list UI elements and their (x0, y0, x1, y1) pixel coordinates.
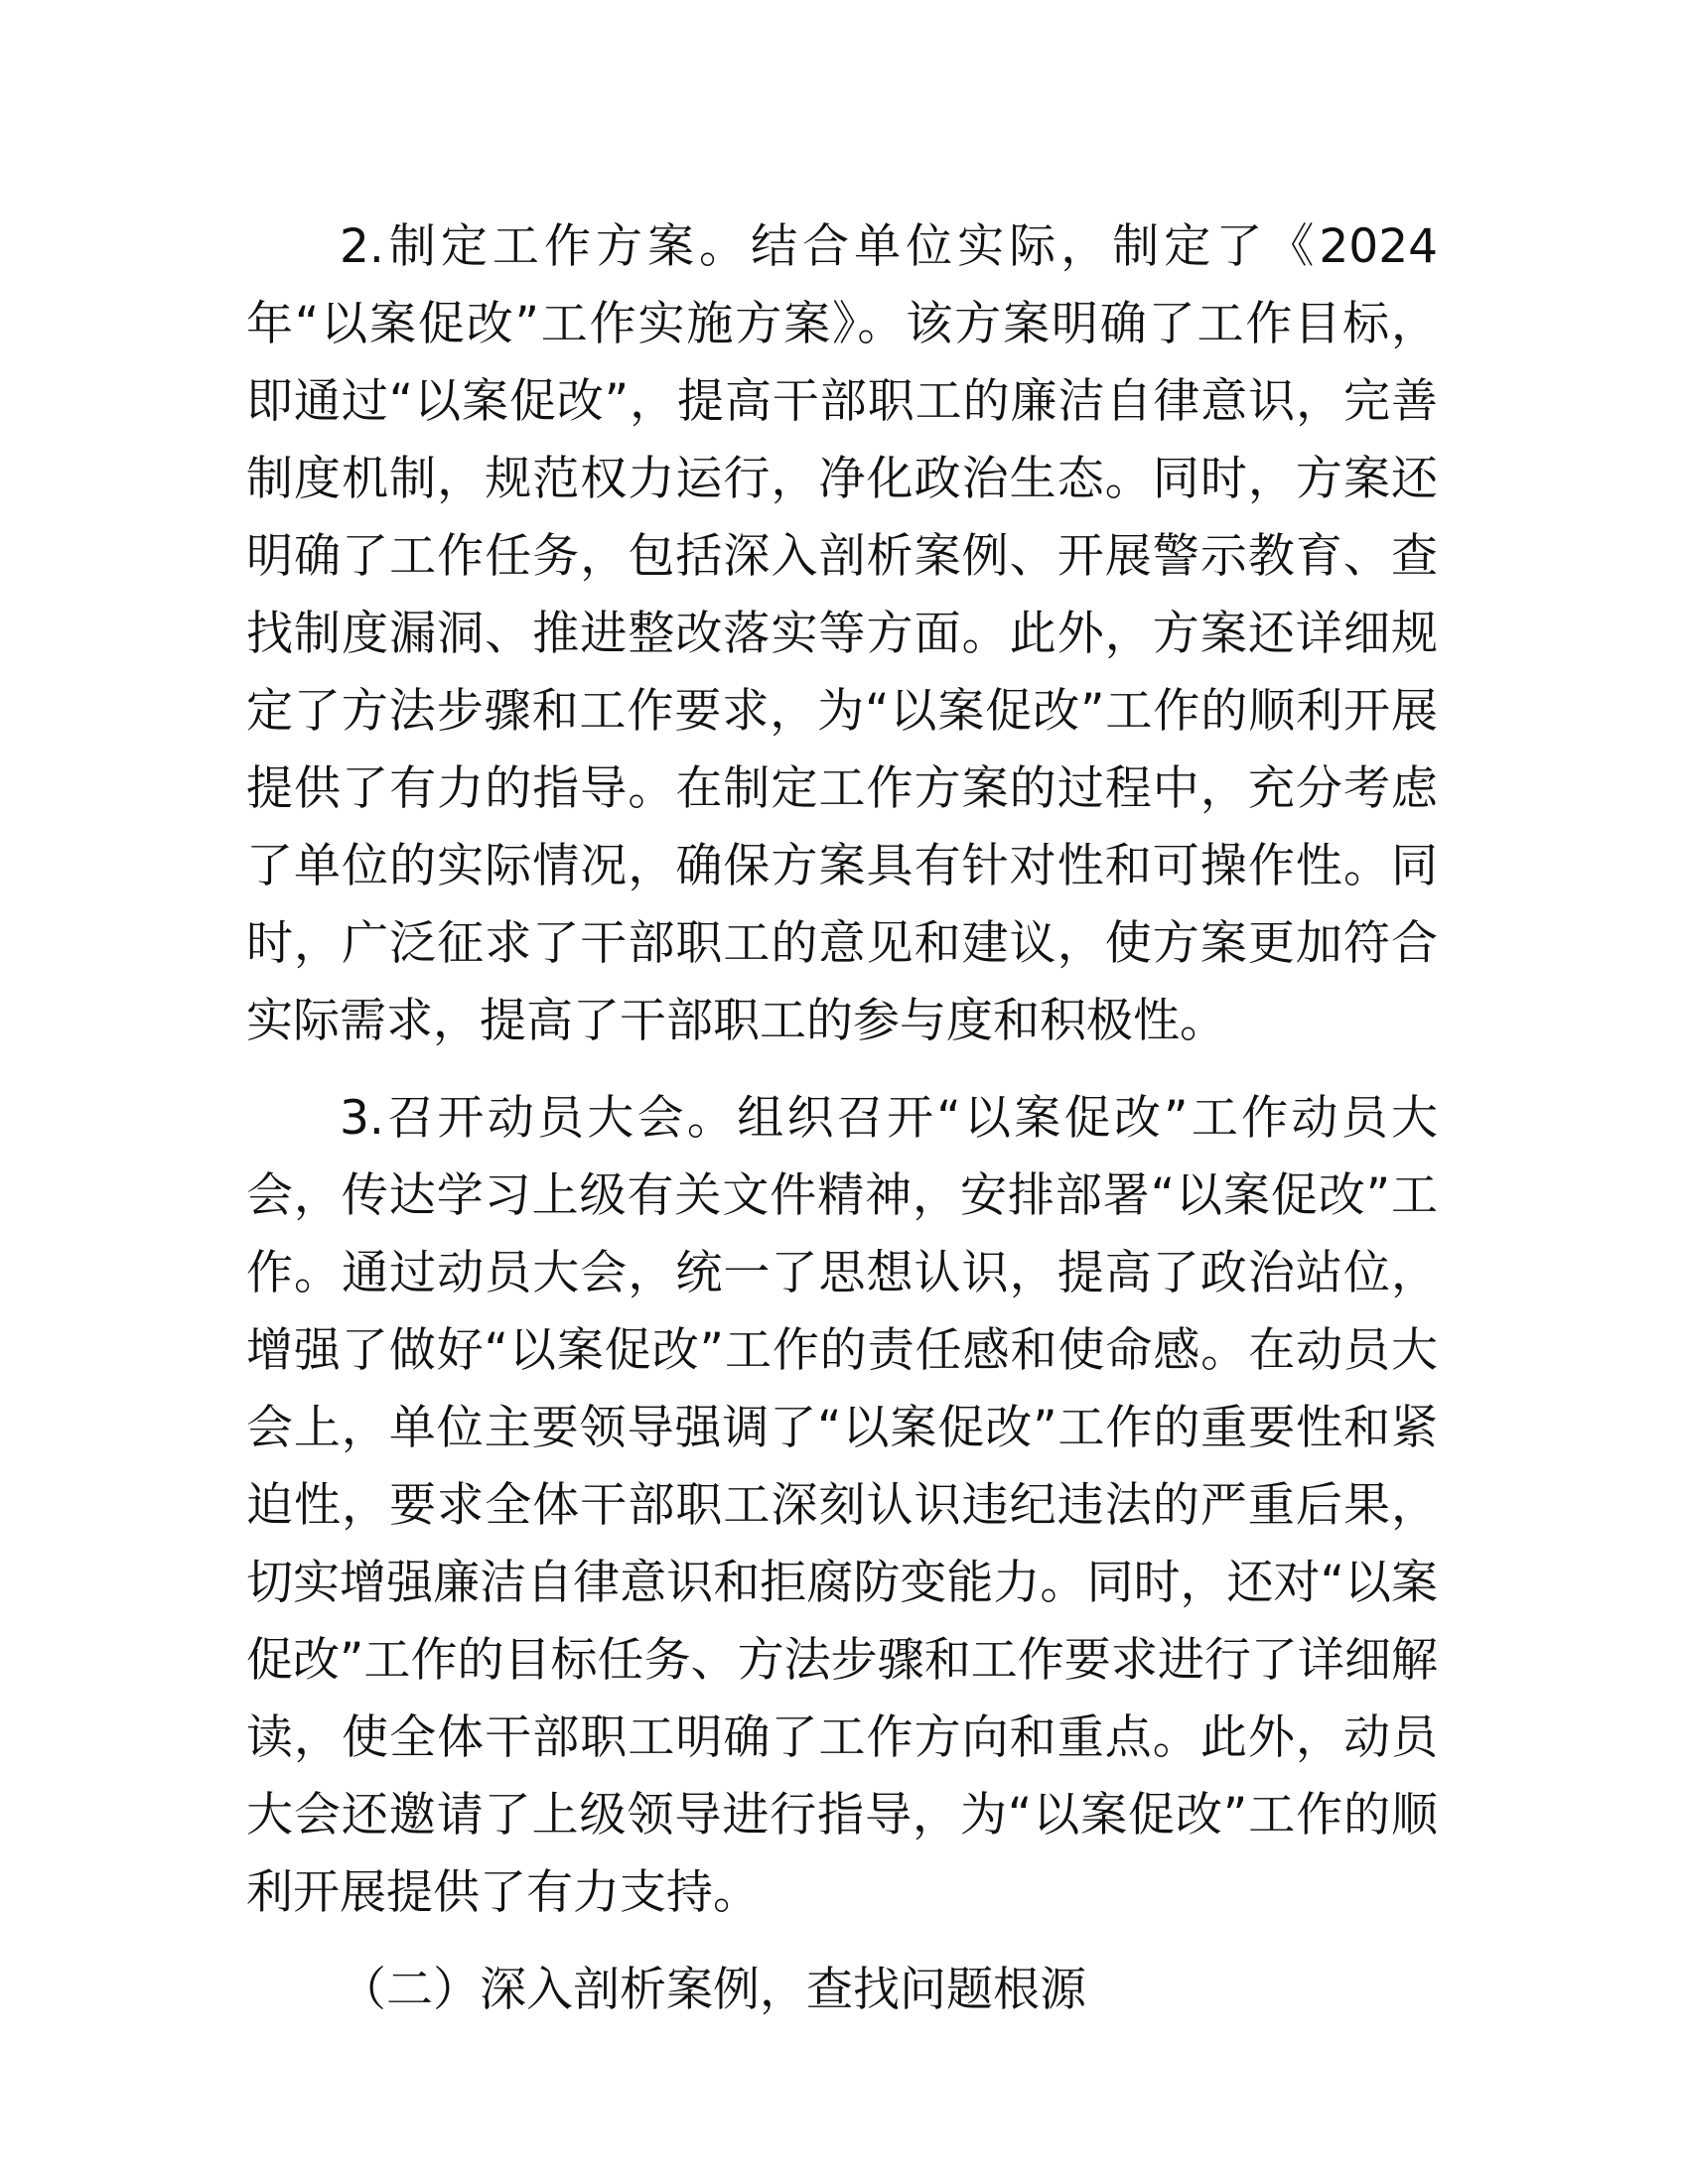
paragraph-work-plan: 2.制定工作方案。结合单位实际，制定了《2024年“以案促改”工作实施方案》。该方案明确了工作目标，即通过“以案促改”，提高干部职工的廉洁自律意识，完善制度机制，规范权力运行，净化政治生态。同时，方案还明确了工作任务，包括深入剖析案例、开展警示教育、查找制度漏洞、推进整改落实等方面。此外，方案还详细规定了方法步骤和工作要求，为“以案促改”工作的顺利开展提供了有力的指导。在制定工作方案的过程中，充分考虑了单位的实际情况，确保方案具有针对性和可操作性。同时，广泛征求了干部职工的意见和建议，使方案更加符合实际需求，提高了干部职工的参与度和积极性。 (246, 219, 1438, 1048)
document-body (246, 208, 1438, 2029)
section-heading: （二）深入剖析案例，查找问题根源 (340, 1963, 1086, 2017)
paragraph-mobilization-meeting: 3.召开动员大会。组织召开“以案促改”工作动员大会，传达学习上级有关文件精神，安排部署“以案促改”工作。通过动员大会，统一了思想认识，提高了政治站位，增强了做好“以案促改”工作的责任感和使命感。在动员大会上，单位主要领导强调了“以案促改”工作的重要性和紧迫性，要求全体干部职工深刻认识违纪违法的严重后果，切实增强廉洁自律意识和拒腐防变能力。同时，还对“以案促改”工作的目标任务、方法步骤和工作要求进行了详细解读，使全体干部职工明确了工作方向和重点。此外，动员大会还邀请了上级领导进行指导，为“以案促改”工作的顺利开展提供了有力支持。 (246, 1091, 1438, 1920)
